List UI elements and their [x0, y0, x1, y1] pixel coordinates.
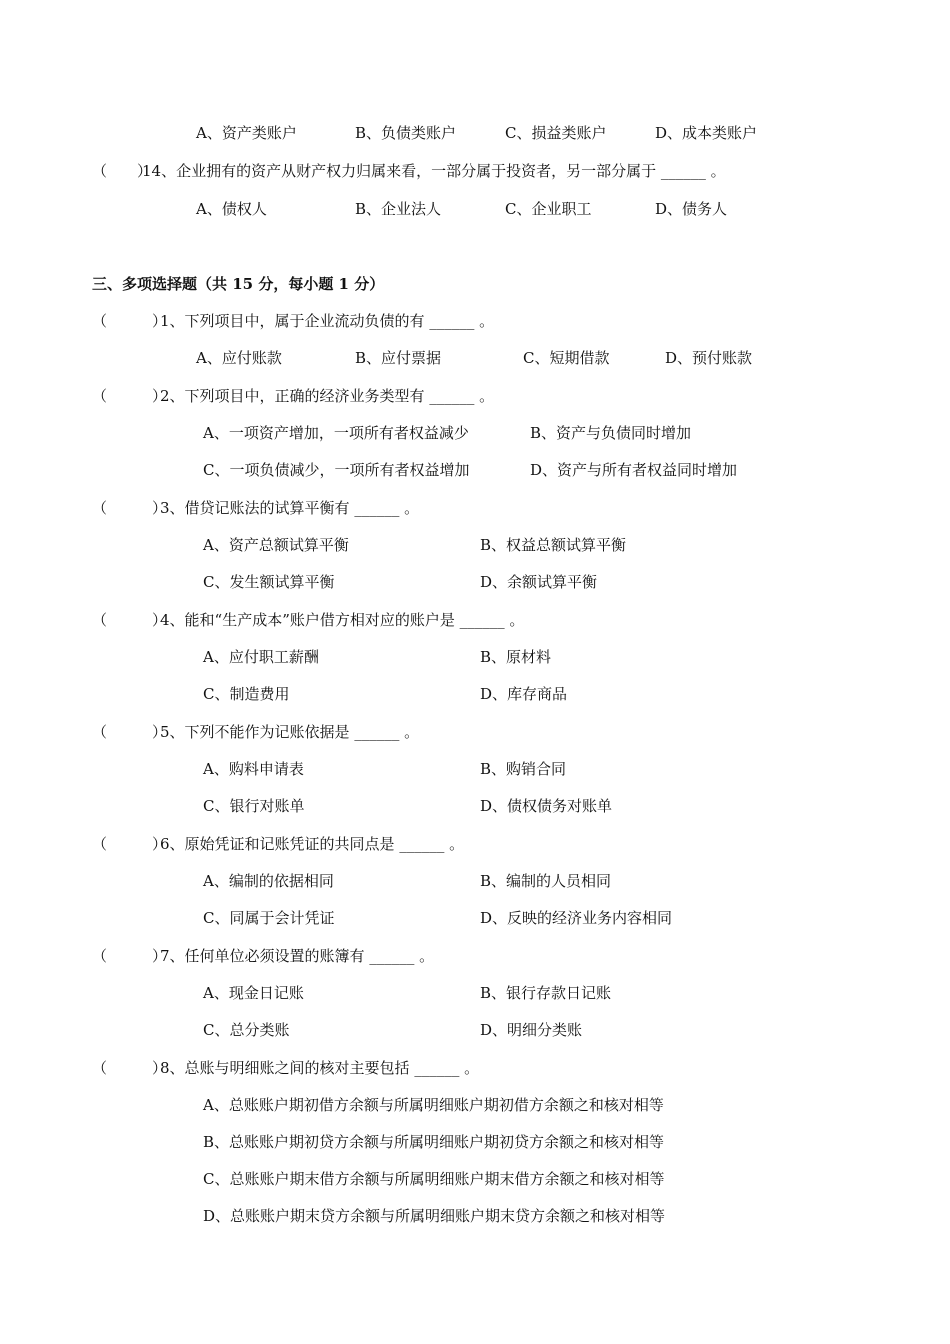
question-stem: 1、下列项目中，属于企业流动负债的有 ______ 。 — [160, 312, 495, 330]
option-d: D、库存商品 — [480, 685, 568, 703]
option-b: B、银行存款日记账 — [480, 984, 612, 1002]
option-b: B、资产与负债同时增加 — [530, 424, 692, 442]
option-a: A、应付账款 — [196, 349, 282, 367]
option-c: C、总分类账 — [203, 1021, 290, 1039]
option-a: A、总账账户期初借方余额与所属明细账户期初借方余额之和核对相等 — [203, 1096, 664, 1114]
option-d: D、债权债务对账单 — [480, 797, 613, 815]
question-stem: 5、下列不能作为记账依据是 ______ 。 — [160, 723, 420, 741]
answer-paren: （ ） — [92, 162, 153, 180]
question-stem: 4、能和“生产成本”账户借方相对应的账户是 ______ 。 — [160, 611, 525, 629]
option-a: A、债权人 — [196, 200, 267, 218]
option-a: A、资产总额试算平衡 — [203, 536, 349, 554]
option-d: D、债务人 — [655, 200, 728, 218]
answer-paren: （ ） — [92, 499, 168, 517]
question-stem: 2、下列项目中，正确的经济业务类型有 ______ 。 — [160, 387, 495, 405]
option-d: D、成本类账户 — [655, 124, 758, 142]
option-b: B、权益总额试算平衡 — [480, 536, 627, 554]
option-b: B、负债类账户 — [355, 124, 457, 142]
option-a: A、编制的依据相同 — [203, 872, 334, 890]
option-b: B、购销合同 — [480, 760, 567, 778]
option-a: A、购料申请表 — [203, 760, 304, 778]
question-stem: 6、原始凭证和记账凭证的共同点是 ______ 。 — [160, 835, 465, 853]
answer-paren: （ ） — [92, 723, 168, 741]
section-title: 三、多项选择题（共 15 分，每小题 1 分） — [92, 275, 385, 293]
question-stem: 3、借贷记账法的试算平衡有 ______ 。 — [160, 499, 420, 517]
option-d: D、余额试算平衡 — [480, 573, 598, 591]
option-c: C、同属于会计凭证 — [203, 909, 335, 927]
option-a: A、资产类账户 — [196, 124, 297, 142]
option-d: D、总账账户期末贷方余额与所属明细账户期末贷方余额之和核对相等 — [203, 1207, 666, 1225]
answer-paren: （ ） — [92, 947, 168, 965]
question-stem: 14、企业拥有的资产从财产权力归属来看，一部分属于投资者，另一部分属于 ______ 。 — [142, 162, 726, 180]
answer-paren: （ ） — [92, 387, 168, 405]
option-d: D、明细分类账 — [480, 1021, 583, 1039]
option-c: C、制造费用 — [203, 685, 290, 703]
question-stem: 7、任何单位必须设置的账簿有 ______ 。 — [160, 947, 435, 965]
option-d: D、反映的经济业务内容相同 — [480, 909, 673, 927]
option-c: C、损益类账户 — [505, 124, 607, 142]
option-c: C、发生额试算平衡 — [203, 573, 335, 591]
option-c: C、短期借款 — [523, 349, 610, 367]
option-b: B、编制的人员相同 — [480, 872, 612, 890]
answer-paren: （ ） — [92, 611, 168, 629]
option-a: A、应付职工薪酬 — [203, 648, 319, 666]
option-d: D、预付账款 — [665, 349, 753, 367]
option-a: A、一项资产增加，一项所有者权益减少 — [203, 424, 469, 442]
option-b: B、企业法人 — [355, 200, 442, 218]
option-c: C、银行对账单 — [203, 797, 305, 815]
answer-paren: （ ） — [92, 312, 168, 330]
answer-paren: （ ） — [92, 835, 168, 853]
option-d: D、资产与所有者权益同时增加 — [530, 461, 738, 479]
option-c: C、一项负债减少，一项所有者权益增加 — [203, 461, 470, 479]
option-b: B、原材料 — [480, 648, 552, 666]
option-b: B、总账账户期初贷方余额与所属明细账户期初贷方余额之和核对相等 — [203, 1133, 665, 1151]
question-stem: 8、总账与明细账之间的核对主要包括 ______ 。 — [160, 1059, 480, 1077]
option-c: C、企业职工 — [505, 200, 592, 218]
option-c: C、总账账户期末借方余额与所属明细账户期末借方余额之和核对相等 — [203, 1170, 665, 1188]
option-a: A、现金日记账 — [203, 984, 304, 1002]
option-b: B、应付票据 — [355, 349, 442, 367]
answer-paren: （ ） — [92, 1059, 168, 1077]
